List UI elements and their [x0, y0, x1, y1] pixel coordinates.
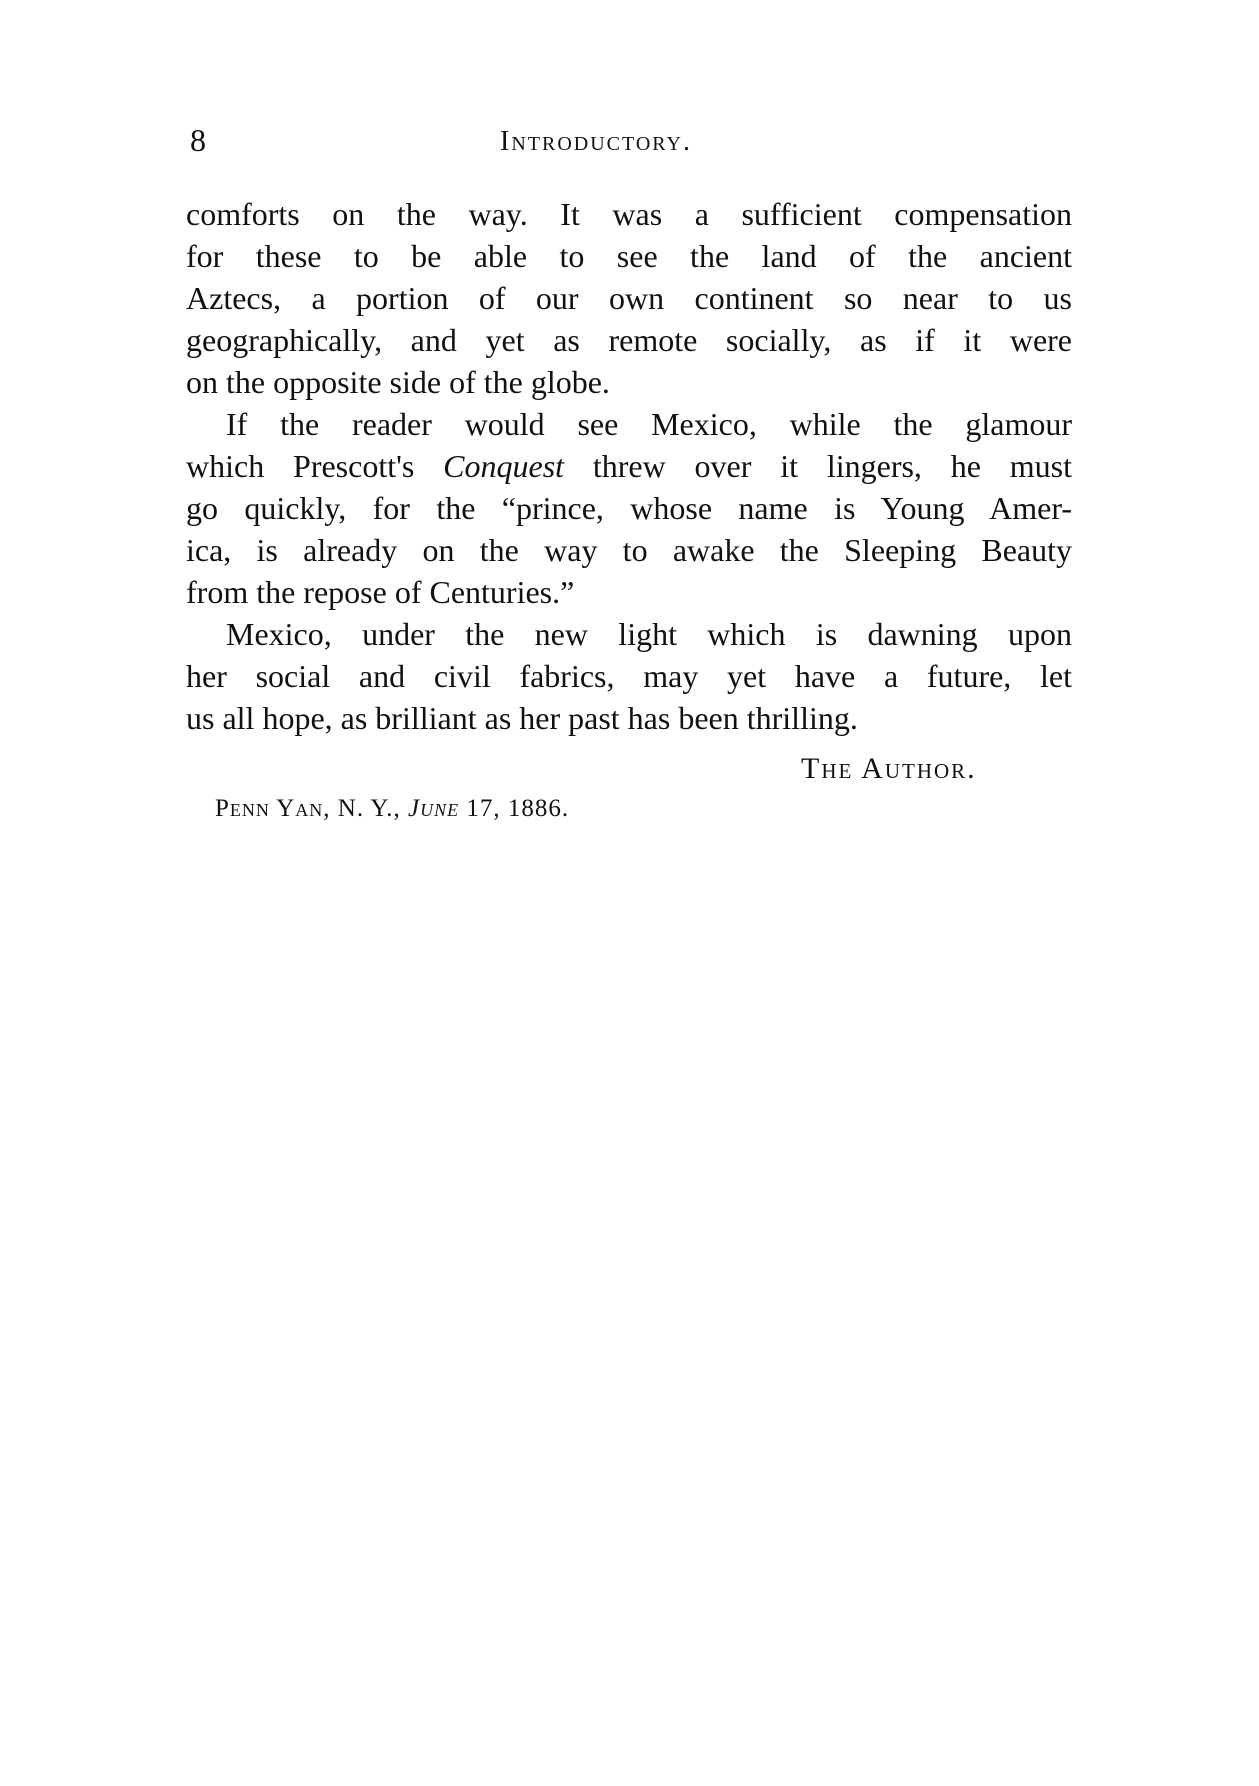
body-text: [186, 193, 1072, 739]
page-number: 8: [190, 122, 206, 158]
paragraph-3-line: Mexico, under the new light which is dawning upon: [226, 616, 1072, 652]
author-signature: The Author.: [801, 752, 977, 785]
paragraph-1-line: for these to be able to see the land of the ancient: [186, 238, 1072, 274]
paragraph-2-line: from the repose of Centuries.”: [186, 574, 575, 610]
dateline-month: June: [407, 795, 460, 822]
paragraph-2-line: [186, 445, 1072, 487]
dateline: [215, 792, 569, 826]
paragraph-3-line: her social and civil fabrics, may yet have a future, let: [186, 658, 1072, 694]
paragraph-1-line: geographically, and yet as remote socially, as if it were: [186, 322, 1072, 358]
paragraph-3-line: us all hope, as brilliant as her past has been thrilling.: [186, 700, 858, 736]
paragraph-1-line: comforts on the way. It was a sufficient compensation: [186, 196, 1072, 232]
text-run: which Prescott's: [186, 448, 444, 484]
text-run: threw over it lingers, he must: [564, 448, 1072, 484]
paragraph-2-line: ica, is already on the way to awake the Sleeping Beauty: [186, 532, 1072, 568]
dateline-place: Penn Yan, N. Y.,: [215, 795, 408, 822]
paragraph-2-line: go quickly, for the “prince, whose name is Young Amer-: [186, 490, 1072, 526]
paragraph-2-line: If the reader would see Mexico, while the glamour: [226, 406, 1072, 442]
running-title: Introductory.: [500, 126, 692, 157]
dateline-day-year: 17, 1886.: [459, 795, 570, 822]
paragraph-1-line: on the opposite side of the globe.: [186, 364, 610, 400]
book-title-italic: Conquest: [443, 448, 565, 484]
paragraph-1-line: Aztecs, a portion of our own continent so near to us: [186, 280, 1072, 316]
